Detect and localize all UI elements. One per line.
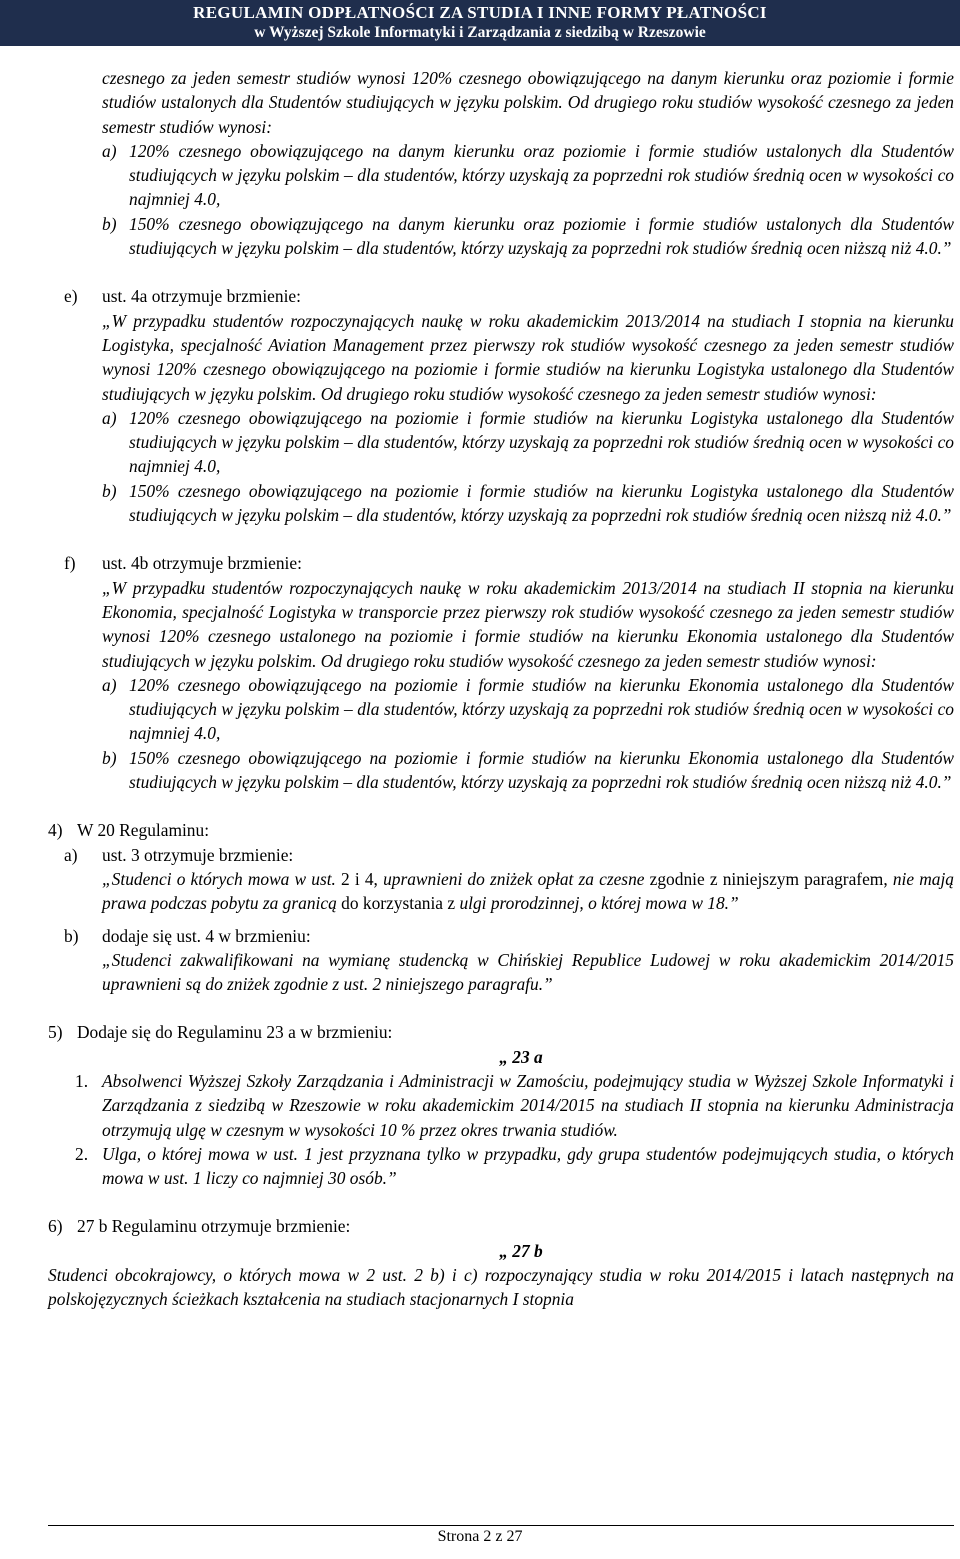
section-label: 5) <box>48 1022 63 1043</box>
section-label: f) <box>64 553 76 574</box>
item-text: Absolwenci Wyższej Szkoły Zarządzania i Administracji w Zamościu, podejmujący studia w Wyższej Szkole Informatyki i Zarządzania z siedzibą w Rzeszowie w roku akademickim 2014/2015 na studiach II stopnia na kierunku Administracja otrzymują ulgę w czesnym w wysokości 10 % przez okres trwania studiów. <box>102 1070 954 1140</box>
item-text: Ulga, o której mowa w ust. 1 jest przyznana tylko w przypadku, gdy grupa studentów podejmujących studia, o których mowa w ust. 1 liczy co najmniej 30 osób.” <box>102 1143 954 1189</box>
item-label: 1. <box>75 1070 89 1091</box>
section-title: ust. 4b otrzymuje brzmienie: <box>102 553 302 574</box>
item-label: a) <box>102 140 117 161</box>
item-text: 150% czesnego obowiązującego na poziomie i formie studiów na kierunku Logistyka ustalonego dla Studentów studiujących w języku polskim – dla studentów, którzy uzyskają za poprzedni rok studiów średnią ocen niższą niż 4.0.” <box>129 480 954 526</box>
section-6 <box>48 1214 954 1238</box>
item-text: 150% czesnego obowiązującego na poziomie i formie studiów na kierunku Ekonomia ustalonego dla Studentów studiujących w języku polskim – dla studentów, którzy uzyskają za poprzedni rok studiów średnią ocen niższą niż 4.0.” <box>129 747 954 793</box>
section-f-item-a <box>102 673 954 746</box>
footer-rule <box>48 1525 954 1526</box>
section-4-item-b <box>64 924 954 948</box>
item-title: dodaje się ust. 4 w brzmieniu: <box>102 925 311 946</box>
item-label: b) <box>102 213 117 234</box>
item-label: a) <box>102 407 117 428</box>
section-4-item-a-text <box>102 867 954 916</box>
section-e-paragraph: „W przypadku studentów rozpoczynających naukę w roku akademickim 2013/2014 na studiach I stopnia na kierunku Logistyka, specjalność Aviation Management przez pierwszy rok studiów wysokość czesnego za jeden semestr studiów wynosi 120% czesnego obowiązującego na poziomie i formie studiów na kierunku Logistyka ustalonego dla Studentów studiujących w języku polskim. Od drugiego roku studiów wysokość czesnego za jeden semestr studiów wynosi: <box>102 310 954 404</box>
section-label: 6) <box>48 1216 63 1237</box>
section-label: e) <box>64 286 78 307</box>
item-label: b) <box>64 925 79 946</box>
section-5-item-1 <box>75 1069 954 1142</box>
plain-text: zgodnie z niniejszym paragrafem, <box>644 868 893 889</box>
section-f <box>64 551 954 575</box>
section-label: 4) <box>48 820 63 841</box>
section-e <box>64 284 954 308</box>
header-subtitle: w Wyższej Szkole Informatyki i Zarządzania z siedzibą w Rzeszowie <box>254 24 706 41</box>
section-6-text: Studenci obcokrajowcy, o których mowa w 2 ust. 2 b) i c) rozpoczynający studia w roku 2014/2015 i latach następnych na polskojęzycznych ścieżkach kształcenia na studiach stacjonarnych I stopnia <box>48 1265 954 1310</box>
intro-item-b <box>102 212 954 261</box>
intro-text: Od drugiego roku studiów wysokość czesnego za jeden semestr studiów wynosi: <box>102 92 954 137</box>
item-text: 120% czesnego obowiązującego na poziomie i formie studiów na kierunku Logistyka ustalonego dla Studentów studiujących w języku polskim – dla studentów, którzy uzyskają za poprzedni rok studiów średnią ocen w wysokości co najmniej 4.0, <box>129 407 954 477</box>
plain-text: do korzystania z <box>336 893 460 914</box>
item-label: a) <box>102 674 117 695</box>
intro-item-a <box>102 139 954 212</box>
item-text: 120% czesnego obowiązującego na poziomie i formie studiów na kierunku Ekonomia ustalonego dla Studentów studiujących w języku polskim – dla studentów, którzy uzyskają za poprzedni rok studiów średnią ocen w wysokości co najmniej 4.0, <box>129 674 954 744</box>
section-5-heading: „ 23 a <box>499 1046 543 1067</box>
document-header <box>0 0 960 46</box>
item-title: ust. 3 otrzymuje brzmienie: <box>102 844 294 865</box>
section-4-item-b-text: „Studenci zakwalifikowani na wymianę studencką w Chińskiej Republice Ludowej w roku akademickim 2014/2015 uprawnieni są do zniżek zgodnie z ust. 2 niniejszego paragrafu.” <box>102 949 954 995</box>
document-body <box>48 66 954 1312</box>
quote-text: „Studenci o których mowa w ust. <box>102 868 336 889</box>
item-label: 2. <box>75 1143 89 1164</box>
item-label: b) <box>102 480 117 501</box>
item-text: 150% czesnego obowiązującego na danym kierunku oraz poziomie i formie studiów ustalonych dla Studentów studiujących w języku polskim – dla studentów, którzy uzyskają za poprzedni rok studiów średnią ocen niższą niż 4.0.” <box>129 213 954 259</box>
item-label: a) <box>64 844 78 865</box>
section-f-paragraph: „W przypadku studentów rozpoczynających naukę w roku akademickim 2013/2014 na studiach II stopnia na kierunku Ekonomia, specjalność Logistyka w transporcie przez pierwszy rok studiów wysokość czesnego za jeden semestr studiów wynosi 120% czesnego ustalonego na poziomie i formie studiów na kierunku Ekonomia ustalonego dla Studentów studiujących w języku polskim. Od drugiego roku studiów wysokość czesnego za jeden semestr studiów wynosi: <box>102 577 954 671</box>
quote-text: uprawnieni do zniżek opłat za czesne <box>383 868 645 889</box>
header-title: REGULAMIN ODPŁATNOŚCI ZA STUDIA I INNE FORMY PŁATNOŚCI <box>193 3 767 22</box>
section-5 <box>48 1020 954 1044</box>
section-4-item-a <box>64 843 954 867</box>
section-title: 27 b Regulaminu otrzymuje brzmienie: <box>77 1216 351 1237</box>
intro-paragraph <box>102 66 954 139</box>
plain-text: 2 i 4, <box>335 868 384 889</box>
section-e-item-a <box>102 406 954 479</box>
item-label: b) <box>102 747 117 768</box>
quote-text: ulgi prorodzinnej, o której mowa w 18.” <box>459 893 739 914</box>
section-f-item-b <box>102 746 954 795</box>
section-4 <box>48 818 954 842</box>
section-title: W 20 Regulaminu: <box>77 820 210 841</box>
section-title: ust. 4a otrzymuje brzmienie: <box>102 286 301 307</box>
quote-text: nie mają prawa podczas pobytu za granicą <box>102 868 954 914</box>
section-title: Dodaje się do Regulaminu 23 a w brzmieniu: <box>77 1022 393 1043</box>
section-6-heading: „ 27 b <box>499 1240 543 1261</box>
page-number: Strona 2 z 27 <box>437 1528 523 1545</box>
item-text: 120% czesnego obowiązującego na danym kierunku oraz poziomie i formie studiów ustalonych dla Studentów studiujących w języku polskim – dla studentów, którzy uzyskają za poprzedni rok studiów średnią ocen w wysokości co najmniej 4.0, <box>129 140 954 210</box>
section-5-item-2 <box>75 1142 954 1191</box>
intro-italic-text: czesnego za jeden semestr studiów wynosi 120% czesnego obowiązującego na danym kierunku oraz poziomie i formie studiów ustalonych dla Studentów studiujących w języku polskim. <box>102 68 954 113</box>
section-e-item-b <box>102 479 954 528</box>
